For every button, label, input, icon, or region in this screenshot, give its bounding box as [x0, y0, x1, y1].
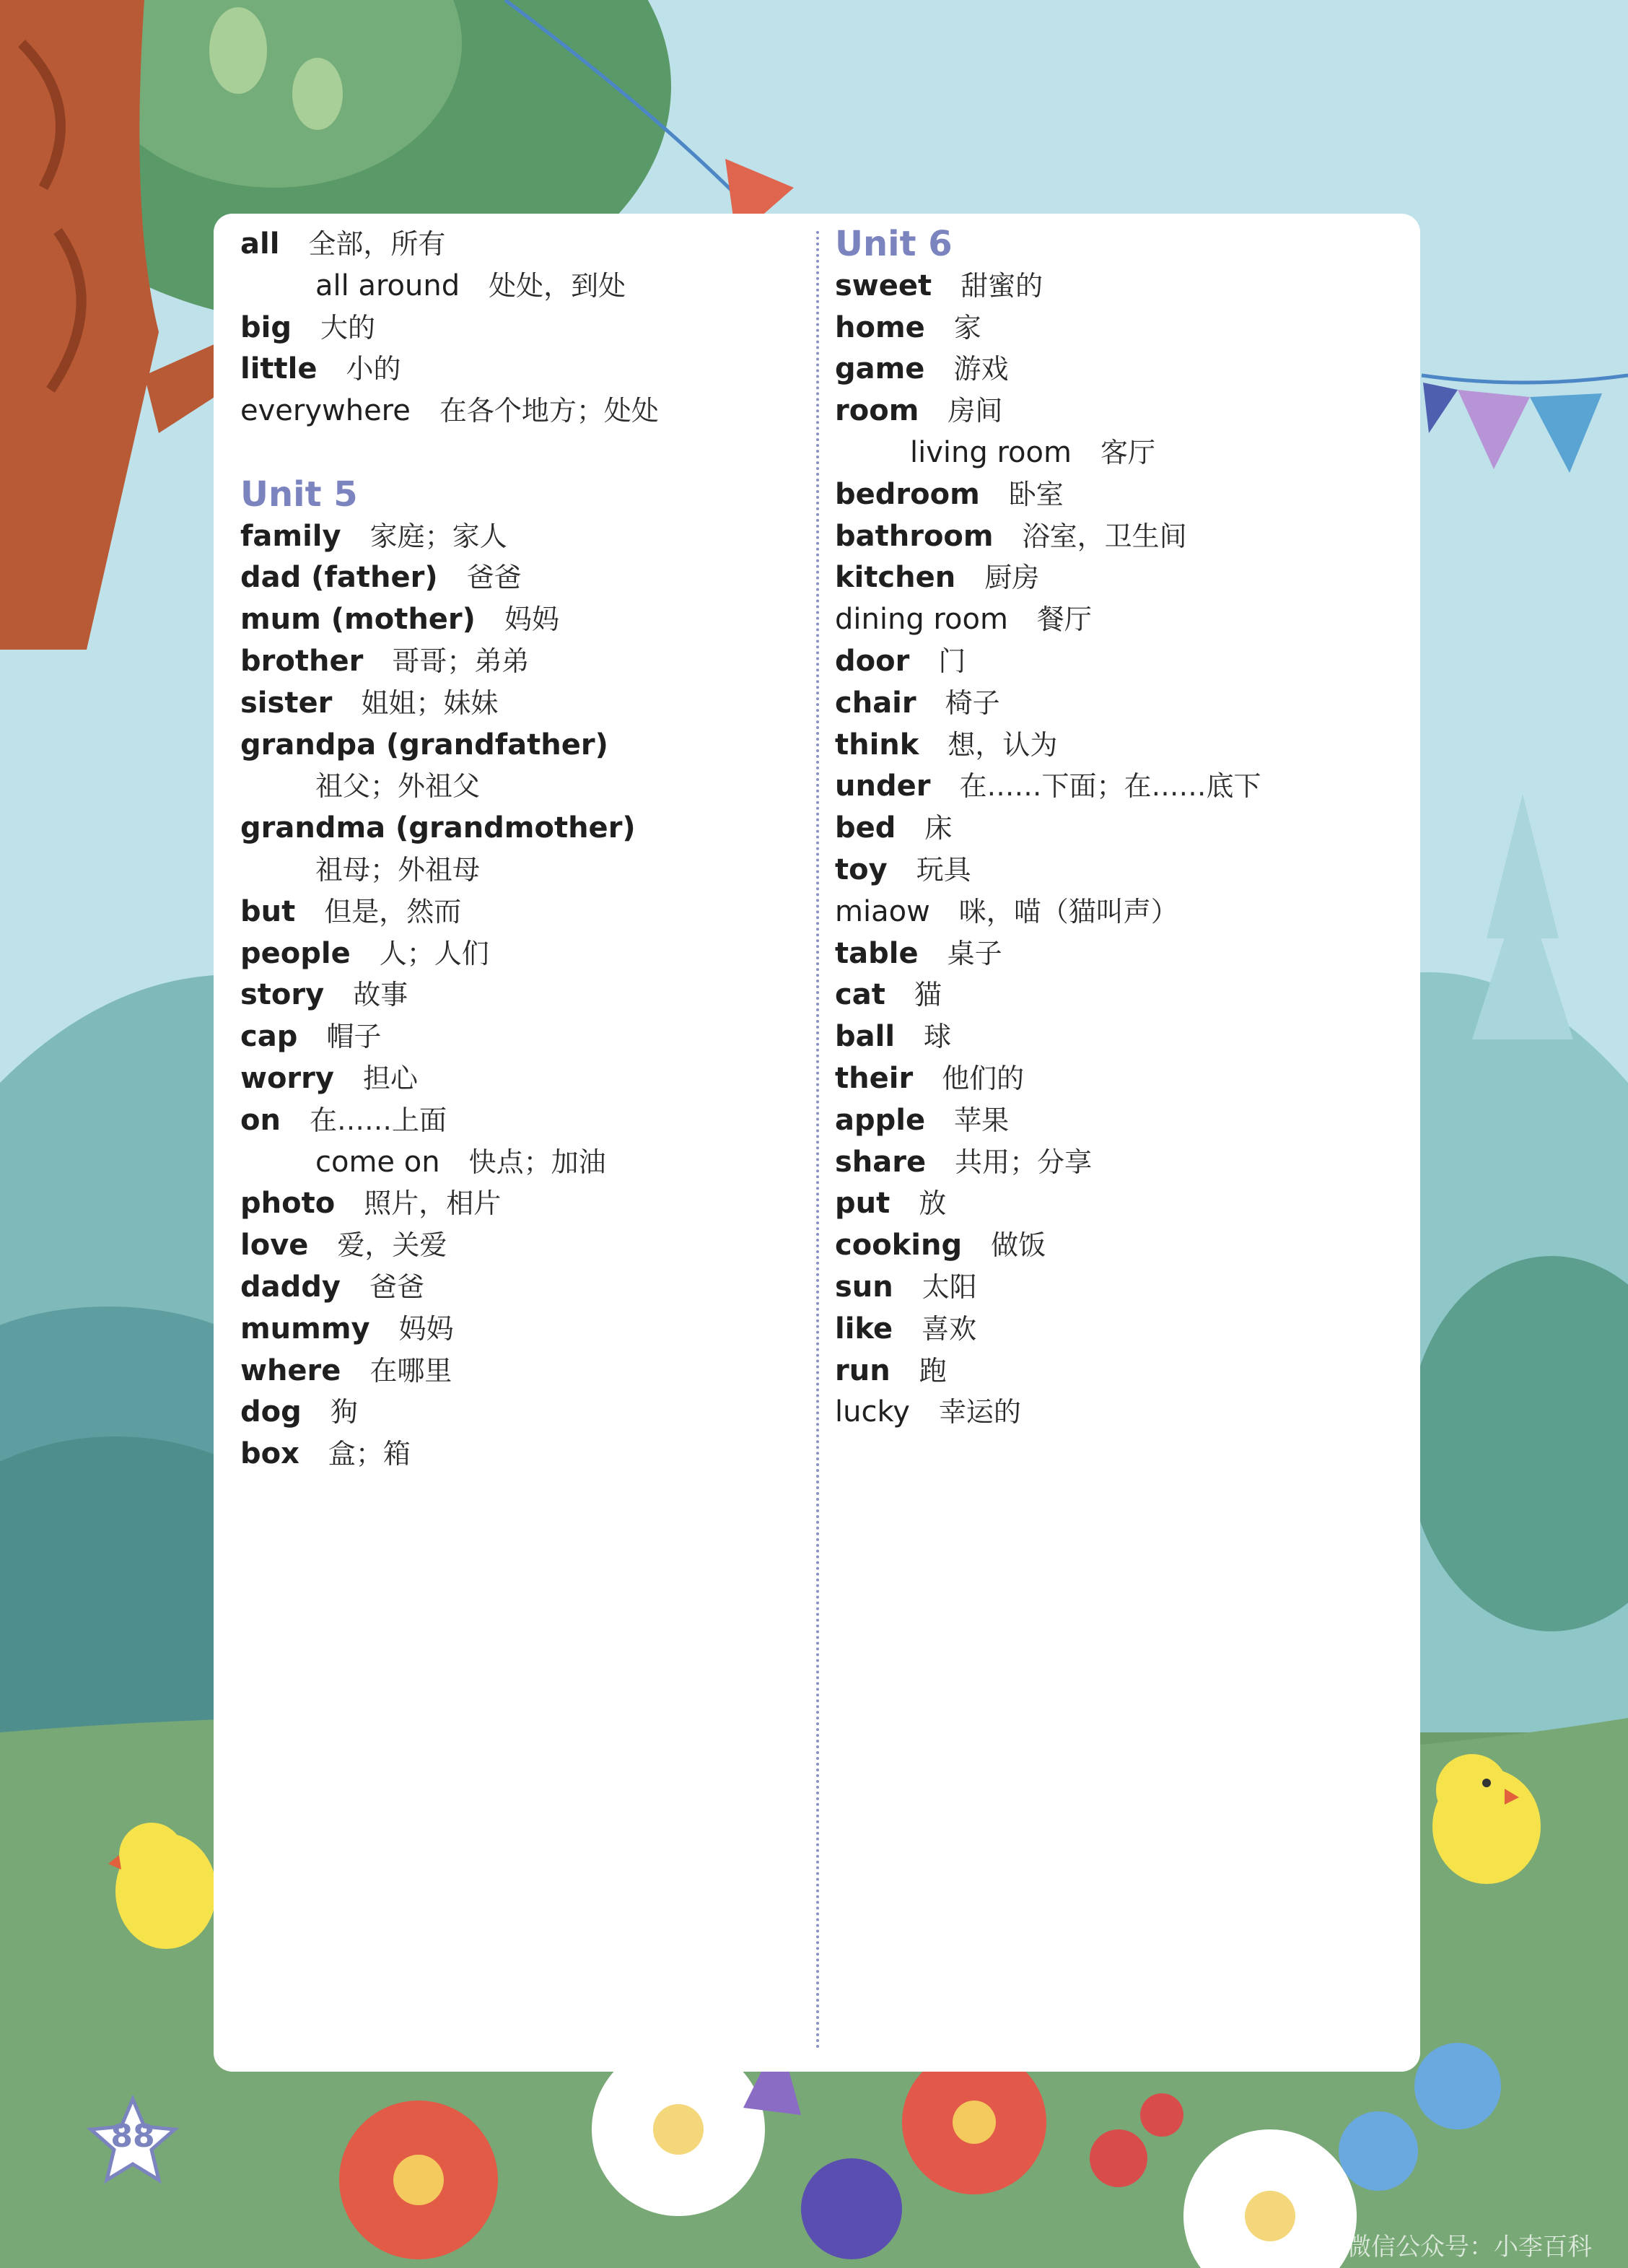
- vocab-entry: cat 猫: [835, 978, 942, 1012]
- vocab-note: 祖父；外祖父: [315, 770, 481, 803]
- vocab-entry: toy 玩具: [835, 852, 971, 886]
- vocab-entry: worry 担心: [240, 1061, 418, 1095]
- watermark: 微信公众号：小李百科: [1347, 2233, 1592, 2262]
- vocab-entry: box 盒；箱: [240, 1437, 411, 1471]
- vocab-entry: people 人；人们: [240, 936, 489, 970]
- vocab-entry: table 桌子: [835, 936, 1002, 970]
- vocab-entry: grandpa (grandfather): [240, 728, 608, 762]
- vocab-entry: share 共用；分享: [835, 1145, 1093, 1179]
- vocab-entry: their 他们的: [835, 1061, 1025, 1095]
- vocab-entry: like 喜欢: [835, 1312, 977, 1345]
- vocab-entry: home 家: [835, 310, 981, 344]
- vocab-entry: sun 太阳: [835, 1270, 977, 1304]
- vocab-entry: but 但是，然而: [240, 894, 462, 928]
- vocab-entry: sweet 甜蜜的: [835, 269, 1043, 302]
- vocab-entry: dog 狗: [240, 1395, 358, 1429]
- vocab-entry: bed 床: [835, 811, 953, 845]
- vocab-entry: cap 帽子: [240, 1020, 382, 1054]
- vocab-entry: ball 球: [835, 1020, 952, 1054]
- column-divider: [816, 231, 819, 2050]
- vocab-entry: on 在……上面: [240, 1103, 447, 1137]
- vocab-entry: all 全部，所有: [240, 227, 446, 261]
- vocab-entry: mum (mother) 妈妈: [240, 603, 559, 637]
- vocab-entry: under 在……下面；在……底下: [835, 769, 1261, 803]
- vocab-entry: everywhere 在各个地方；处处: [240, 394, 659, 428]
- right-column: [835, 224, 1405, 1434]
- vocab-entry: room 房间: [835, 394, 1003, 428]
- vocab-entry: sister 姐姐；妹妹: [240, 686, 499, 720]
- vocab-note: 祖母；外祖母: [315, 853, 481, 886]
- vocab-entry: bedroom 卧室: [835, 477, 1064, 511]
- unit-6-heading: Unit 6: [835, 224, 953, 264]
- vocab-entry: bathroom 浴室，卫生间: [835, 519, 1187, 553]
- vocab-entry: lucky 幸运的: [835, 1395, 1021, 1429]
- vocab-entry: dining room 餐厅: [835, 603, 1092, 637]
- left-column: [240, 224, 803, 1475]
- vocab-entry: dad (father) 爸爸: [240, 561, 522, 595]
- vocab-entry: big 大的: [240, 310, 375, 344]
- vocab-entry: where 在哪里: [240, 1353, 452, 1387]
- vocab-entry: family 家庭；家人: [240, 519, 507, 553]
- vocab-entry: door 门: [835, 644, 966, 678]
- spacer: [240, 432, 803, 474]
- vocab-entry: game 游戏: [835, 352, 1009, 386]
- unit-5-heading: Unit 5: [240, 474, 358, 515]
- vocab-entry: daddy 爸爸: [240, 1270, 424, 1304]
- vocab-entry: kitchen 厨房: [835, 561, 1040, 595]
- vocab-entry: story 故事: [240, 978, 408, 1012]
- vocab-subentry: living room 客厅: [910, 435, 1155, 469]
- vocab-subentry: all around 处处，到处: [315, 269, 626, 302]
- vocab-entry: apple 苹果: [835, 1103, 1010, 1137]
- vocab-entry: chair 椅子: [835, 686, 1000, 720]
- vocab-entry: brother 哥哥；弟弟: [240, 644, 530, 678]
- vocab-entry: love 爱，关爱: [240, 1229, 447, 1262]
- vocab-entry: mummy 妈妈: [240, 1312, 454, 1345]
- vocab-entry: little 小的: [240, 352, 401, 386]
- vocab-entry: miaow 咪，喵（猫叫声）: [835, 894, 1178, 928]
- vocab-entry: grandma (grandmother): [240, 811, 636, 845]
- vocab-entry: photo 照片，相片: [240, 1187, 502, 1221]
- vocab-entry: run 跑: [835, 1353, 947, 1387]
- vocab-entry: put 放: [835, 1187, 947, 1221]
- vocab-entry: cooking 做饭: [835, 1229, 1046, 1262]
- vocab-entry: think 想，认为: [835, 728, 1058, 762]
- page-number: 88: [110, 2118, 155, 2155]
- vocab-subentry: come on 快点；加油: [315, 1145, 606, 1179]
